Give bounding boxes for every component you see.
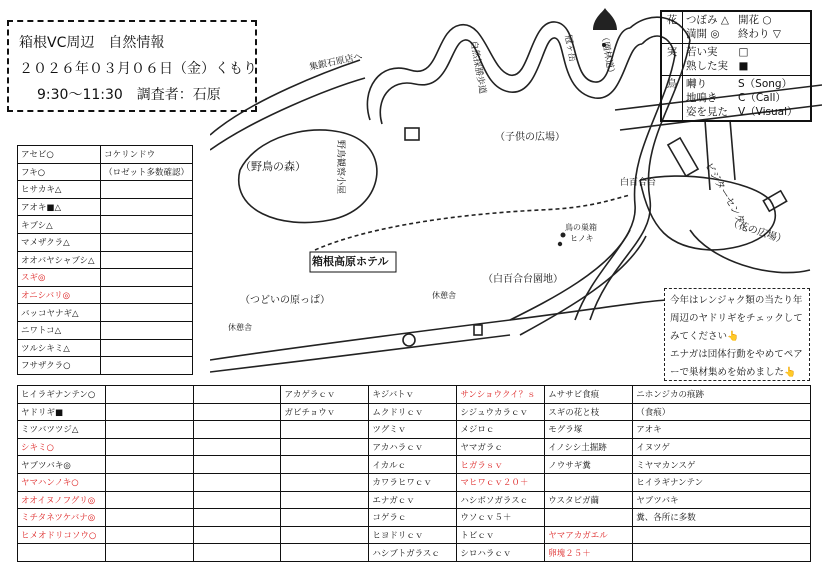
table-cell: ガビチョウｖ: [281, 403, 369, 421]
table-cell: アカゲラｃｖ: [281, 386, 369, 404]
report-title: 箱根VC周辺 自然情報: [19, 35, 165, 51]
table-cell: ヤブツバキ: [633, 491, 811, 509]
map-label-rest2: 休憩舎: [228, 323, 252, 332]
table-cell: [101, 251, 193, 269]
legend-flower-key: 花: [662, 12, 683, 44]
table-cell: スギの花と枝: [545, 403, 633, 421]
table-cell: [281, 473, 369, 491]
table-cell: [105, 403, 193, 421]
table-cell: カワラヒワｃｖ: [369, 473, 457, 491]
table-cell: [101, 269, 193, 287]
table-row: [18, 544, 811, 562]
table-row: [18, 357, 193, 375]
table-cell: [101, 286, 193, 304]
legend-bird-visual-code: V（Visual）: [738, 106, 798, 118]
table-cell: マメザクラ△: [18, 233, 101, 251]
legend-flower-end: 終わり ▽: [738, 28, 781, 40]
table-row: [18, 526, 811, 544]
table-cell: [101, 321, 193, 339]
table-cell: キブシ△: [18, 216, 101, 234]
table-cell: ニワトコ△: [18, 321, 101, 339]
map-label-route: 集銀石原店へ: [308, 51, 364, 73]
table-row: [18, 304, 193, 322]
bell-icon: [593, 8, 617, 30]
table-cell: [105, 526, 193, 544]
table-cell: エナガｃｖ: [369, 491, 457, 509]
table-cell: ヤマハンノキ○: [18, 473, 106, 491]
table-cell: ツルシキミ△: [18, 339, 101, 357]
table-cell: [193, 491, 281, 509]
table-cell: ヒヨドリｃｖ: [369, 526, 457, 544]
table-row: [18, 321, 193, 339]
table-row: [18, 491, 811, 509]
table-cell: [193, 421, 281, 439]
table-cell: [633, 526, 811, 544]
table-cell: [281, 421, 369, 439]
table-cell: ウソｃｖ５＋: [457, 509, 545, 527]
table-cell: ミツバツツジ△: [18, 421, 106, 439]
table-cell: バッコヤナギ△: [18, 304, 101, 322]
table-cell: [105, 491, 193, 509]
legend-fruit-young: 若い実 □: [686, 46, 749, 58]
map-label-kanmuri: 冠ヶ岳: [562, 34, 577, 63]
report-time: 9:30～11:30 調査者：石原: [37, 87, 221, 103]
map-label-shirayuri: （白百合台園地）: [483, 274, 563, 285]
table-cell: [281, 544, 369, 562]
legend-bird-visual: 姿を見た: [686, 106, 728, 118]
notice-line: 今年はレンジャク類の当たり年: [670, 295, 803, 306]
table-cell: [281, 438, 369, 456]
table-cell: ムササビ食痕: [545, 386, 633, 404]
legend-bird-song-code: S（Song）: [738, 78, 793, 90]
report-header: [7, 20, 257, 112]
table-row: [18, 163, 193, 181]
table-cell: キジバトｖ: [369, 386, 457, 404]
table-cell: トビｃｖ: [457, 526, 545, 544]
table-cell: アカハラｃｖ: [369, 438, 457, 456]
table-cell: [281, 456, 369, 474]
table-cell: サンショウクイ？ｓ: [457, 386, 545, 404]
table-cell: コゲラｃ: [369, 509, 457, 527]
table-row: [18, 438, 811, 456]
map-label-yachou: （野鳥の森）: [240, 160, 306, 173]
table-cell: [281, 509, 369, 527]
table-cell: オオイヌノフグリ◎: [18, 491, 106, 509]
notice-line: ーで巣材集めを始めました👆: [670, 367, 796, 378]
table-cell: ムクドリｃｖ: [369, 403, 457, 421]
table-cell: イヌツゲ: [633, 438, 811, 456]
map-label-nest: 鳥の巣箱: [565, 223, 597, 232]
table-cell: [101, 339, 193, 357]
table-cell: [18, 544, 106, 562]
table-cell: フサザクラ○: [18, 357, 101, 375]
notice-line: 周辺のヤドリギをチェックして: [670, 313, 803, 324]
table-cell: [193, 544, 281, 562]
notice-line: エナガは団体行動をやめてペア: [670, 349, 803, 360]
legend-bird-song: 囀り: [686, 78, 707, 90]
table-cell: [193, 438, 281, 456]
table-row: [18, 198, 193, 216]
table-cell: [105, 456, 193, 474]
table-row: [18, 339, 193, 357]
table-cell: ヒメオドリコソウ○: [18, 526, 106, 544]
table-cell: [101, 216, 193, 234]
table-cell: [545, 473, 633, 491]
table-cell: ヒイラギナンテン: [633, 473, 811, 491]
table-cell: シロハラｃｖ: [457, 544, 545, 562]
map-label-trail: 自然探勝歩道: [467, 39, 488, 95]
table-cell: ツグミｖ: [369, 421, 457, 439]
map-label-rest1: 休憩舎: [432, 291, 456, 300]
table-cell: メジロｃ: [457, 421, 545, 439]
table-cell: [193, 526, 281, 544]
table-row: [18, 456, 811, 474]
map-label-vc: ビジターセンター: [702, 161, 752, 235]
table-cell: [193, 473, 281, 491]
table-cell: [105, 509, 193, 527]
table-row: [18, 146, 193, 164]
legend-box: [660, 10, 812, 122]
table-cell: コケリンドウ: [101, 146, 193, 164]
legend-bird-call-code: C（Call）: [738, 92, 786, 104]
table-cell: [105, 544, 193, 562]
table-cell: ハシボソガラスｃ: [457, 491, 545, 509]
table-cell: オニシバリ◎: [18, 286, 101, 304]
table-cell: アオキ■△: [18, 198, 101, 216]
table-cell: [101, 181, 193, 199]
table-cell: ヤブツバキ◎: [18, 456, 106, 474]
table-cell: ヤマガラｃ: [457, 438, 545, 456]
table-cell: [633, 544, 811, 562]
table-cell: ヒサカキ△: [18, 181, 101, 199]
table-cell: [105, 438, 193, 456]
table-cell: [105, 421, 193, 439]
table-row: [18, 403, 811, 421]
map-label-kodomo: （子供の広場）: [495, 132, 565, 143]
table-cell: イカルｃ: [369, 456, 457, 474]
table-row: [18, 251, 193, 269]
table-row: [18, 473, 811, 491]
table-row: [18, 233, 193, 251]
table-cell: イノシシ土掘跡: [545, 438, 633, 456]
table-row: [18, 421, 811, 439]
legend-fruit-ripe: 熟した実 ■: [686, 60, 749, 72]
table-cell: ミヤマカンスゲ: [633, 456, 811, 474]
table-cell: [193, 456, 281, 474]
map-label-shirayuridai: 白百合台: [620, 178, 657, 188]
table-cell: [193, 509, 281, 527]
table-cell: ヒイラギナンテン○: [18, 386, 106, 404]
table-cell: ハシブトガラスｃ: [369, 544, 457, 562]
table-row: [18, 216, 193, 234]
table-cell: ヤマアカガエル: [545, 526, 633, 544]
legend-bird-key: 鳥: [662, 76, 683, 121]
map-label-hinoki: ヒノキ: [570, 234, 594, 243]
bottom-observation-table: [17, 385, 811, 562]
map-label-tsudoi: （つどいの原っぱ）: [240, 295, 330, 306]
map-label-kanmuri2: （園林道）: [598, 32, 616, 79]
table-cell: スギ◎: [18, 269, 101, 287]
notice-line: みてください👆: [670, 331, 739, 342]
legend-bird-call: 地鳴き: [686, 92, 718, 104]
table-cell: 糞、各所に多数: [633, 509, 811, 527]
table-cell: [545, 509, 633, 527]
table-cell: ウスタビガ繭: [545, 491, 633, 509]
table-cell: （ロゼット多数確認）: [101, 163, 193, 181]
table-cell: [105, 386, 193, 404]
map-label-hotel: 箱根高原ホテル: [312, 255, 389, 268]
table-cell: [101, 357, 193, 375]
table-row: [18, 181, 193, 199]
left-observation-table: [17, 145, 193, 375]
table-cell: フキ○: [18, 163, 101, 181]
table-cell: ノウサギ糞: [545, 456, 633, 474]
table-cell: シジュウカラｃｖ: [457, 403, 545, 421]
map-label-kansatsu: 野鳥観察小屋: [335, 140, 345, 195]
table-cell: [105, 473, 193, 491]
legend-flower-bud: つぼみ △: [686, 14, 729, 26]
report-date: ２０２６年０３月０６日（金）くもり: [19, 61, 257, 77]
table-cell: シキミ○: [18, 438, 106, 456]
legend-flower-full: 満開 ◎: [686, 28, 720, 40]
table-cell: [101, 233, 193, 251]
table-cell: [193, 386, 281, 404]
table-cell: [193, 403, 281, 421]
table-cell: [101, 198, 193, 216]
table-cell: ヒガラｓｖ: [457, 456, 545, 474]
notice-box: [664, 288, 810, 381]
table-cell: [281, 491, 369, 509]
table-cell: [281, 526, 369, 544]
table-cell: ニホンジカの痕跡: [633, 386, 811, 404]
table-cell: オオバヤシャブシ△: [18, 251, 101, 269]
table-cell: モグラ塚: [545, 421, 633, 439]
table-cell: アセビ○: [18, 146, 101, 164]
table-row: [18, 269, 193, 287]
map-label-hananohiroba: （花の広場）: [727, 217, 788, 247]
table-row: [18, 509, 811, 527]
table-cell: ミチタネツケバナ◎: [18, 509, 106, 527]
table-cell: マヒワｃｖ２０＋: [457, 473, 545, 491]
table-row: [18, 386, 811, 404]
table-row: [18, 286, 193, 304]
legend-flower-open: 開花 ○: [738, 14, 772, 26]
table-cell: アオキ: [633, 421, 811, 439]
legend-fruit-key: 実: [662, 44, 683, 76]
table-cell: 卵塊２５＋: [545, 544, 633, 562]
table-cell: [101, 304, 193, 322]
table-cell: （食痕）: [633, 403, 811, 421]
table-cell: ヤドリギ■: [18, 403, 106, 421]
